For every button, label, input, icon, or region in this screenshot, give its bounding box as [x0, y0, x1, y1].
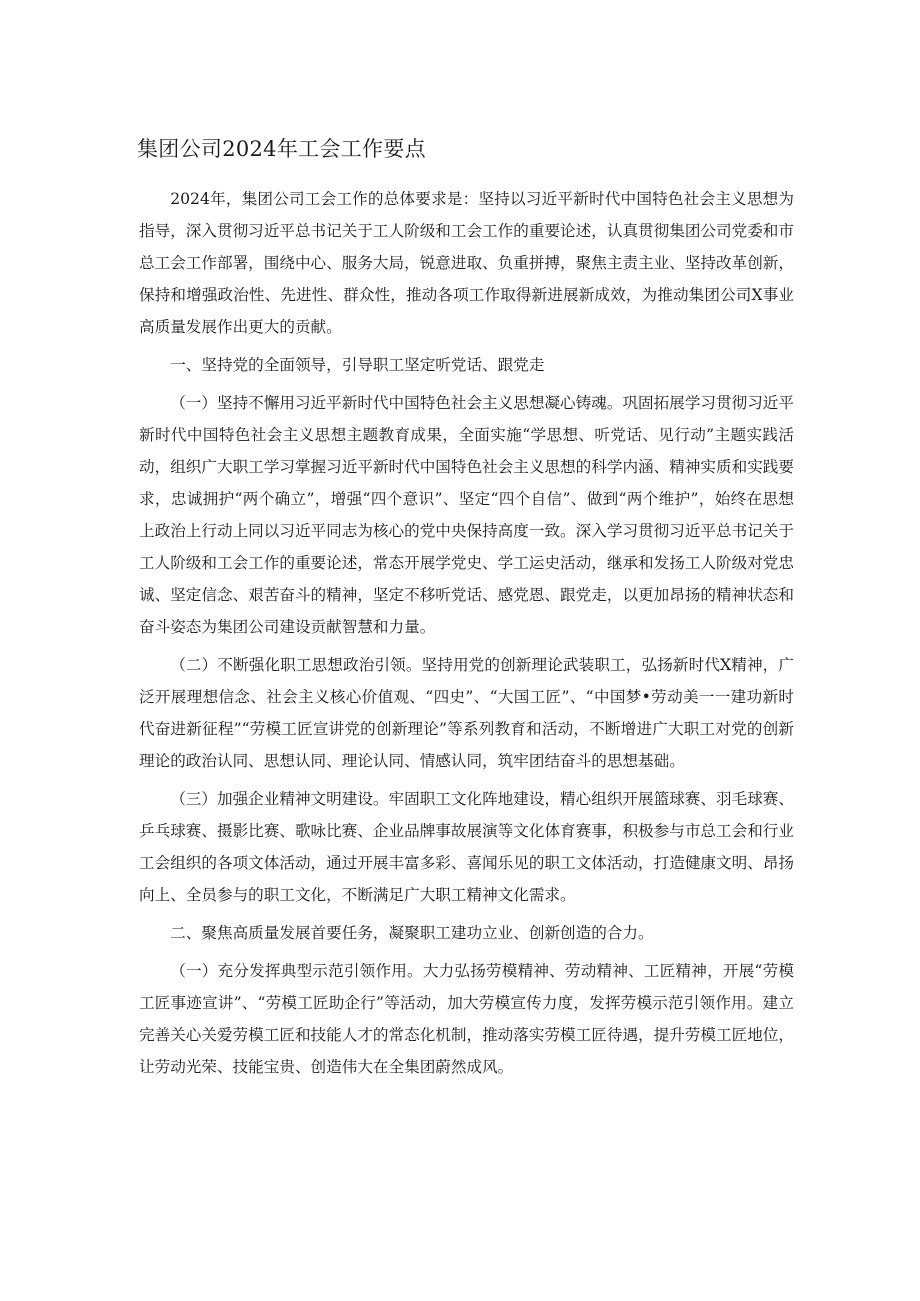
section-1-item-1-text: 巩固拓展学习贯彻习近平新时代中国特色社会主义思想主题教育成果，全面实施“学思想、听党话、见行动”主题实践活动，组织广大职工学习掌握习近平新时代中国特色社会主义思想的科学内涵、精神实质和实践要求，忠诚拥护“两个确立”，增强“四个意识”、坚定“四个自信”、做到“两个维护”，始终在思想上政治上行动上同以习近平同志为核心的党中央保持高度一致。深入学习贯彻习近平总书记关于工人阶级和工会工作的重要论述，常态开展学党史、学工运史活动，继承和发扬工人阶级对党忠诚、坚定信念、艰苦奋斗的精神，坚定不移听党话、感党恩、跟党走，以更加昂扬的精神状态和奋斗姿态为集团公司建设贡献智慧和力量。	[139, 394, 794, 636]
section-2-heading: 二、聚焦高质量发展首要任务，凝聚职工建功立业、创新创造的合力。	[170, 924, 654, 942]
document-title: 集团公司2024年工会工作要点	[137, 137, 426, 161]
section-2-item-1-text: 大力弘扬劳模精神、劳动精神、工匠精神，开展“劳模工匠事迹宣讲”、“劳模工匠助企行”等活动，加大劳模宣传力度，发挥劳模示范引领作用。建立完善关心关爱劳模工匠和技能人才的常态化机制，推动落实劳模工匠待遇，提升劳模工匠地位，让劳动光荣、技能宝贵、创造伟大在全集团蔚然成风。	[139, 962, 794, 1076]
section-1-item-2-head: （二）不断强化职工思想政治引领。	[170, 656, 422, 674]
section-1-item-3-text: 牢固职工文化阵地建设，精心组织开展篮球赛、羽毛球赛、乒乓球赛、摄影比赛、歌咏比赛、企业品牌事故展演等文化体育赛事，积极参与市总工会和行业工会组织的各项文体活动，通过开展丰富多彩、喜闻乐见的职工文体活动，打造健康文明、昂扬向上、全员参与的职工文化，不断满足广大职工精神文化需求。	[139, 790, 794, 904]
section-1-item-3-head: （三）加强企业精神文明建设。	[170, 790, 389, 808]
section-1-heading: 一、坚持党的全面领导，引导职工坚定听党话、跟党走	[170, 356, 545, 374]
document-body	[139, 183, 794, 1089]
section-2-item-1-head: （一）充分发挥典型示范引领作用。	[170, 962, 423, 980]
section-2-item-1	[139, 955, 794, 1083]
intro-paragraph: 2024年，集团公司工会工作的总体要求是：坚持以习近平新时代中国特色社会主义思想为指导，深入贯彻习近平总书记关于工人阶级和工会工作的重要论述，认真贯彻集团公司党委和市总工会工作部署，围绕中心、服务大局，锐意进取、负重拼搏，聚焦主责主业、坚持改革创新，保持和增强政治性、先进性、群众性，推动各项工作取得新进展新成效，为推动集团公司X事业高质量发展作出更大的贡献。	[139, 190, 794, 336]
section-1-item-1-head: （一）坚持不懈用习近平新时代中国特色社会主义思想凝心铸魂。	[170, 394, 623, 412]
section-1-item-2	[139, 649, 794, 777]
section-1-item-3	[139, 783, 794, 911]
section-1-item-2-text: 坚持用党的创新理论武装职工，弘扬新时代X精神，广泛开展理想信念、社会主义核心价值观、“四史”、“大国工匠”、“中国梦•劳动美一一建功新时代奋进新征程”“劳模工匠宣讲党的创新理论”等系列教育和活动，不断增进广大职工对党的创新理论的政治认同、思想认同、理论认同、情感认同，筑牢团结奋斗的思想基础。	[139, 656, 794, 770]
section-1-item-1	[139, 387, 794, 643]
